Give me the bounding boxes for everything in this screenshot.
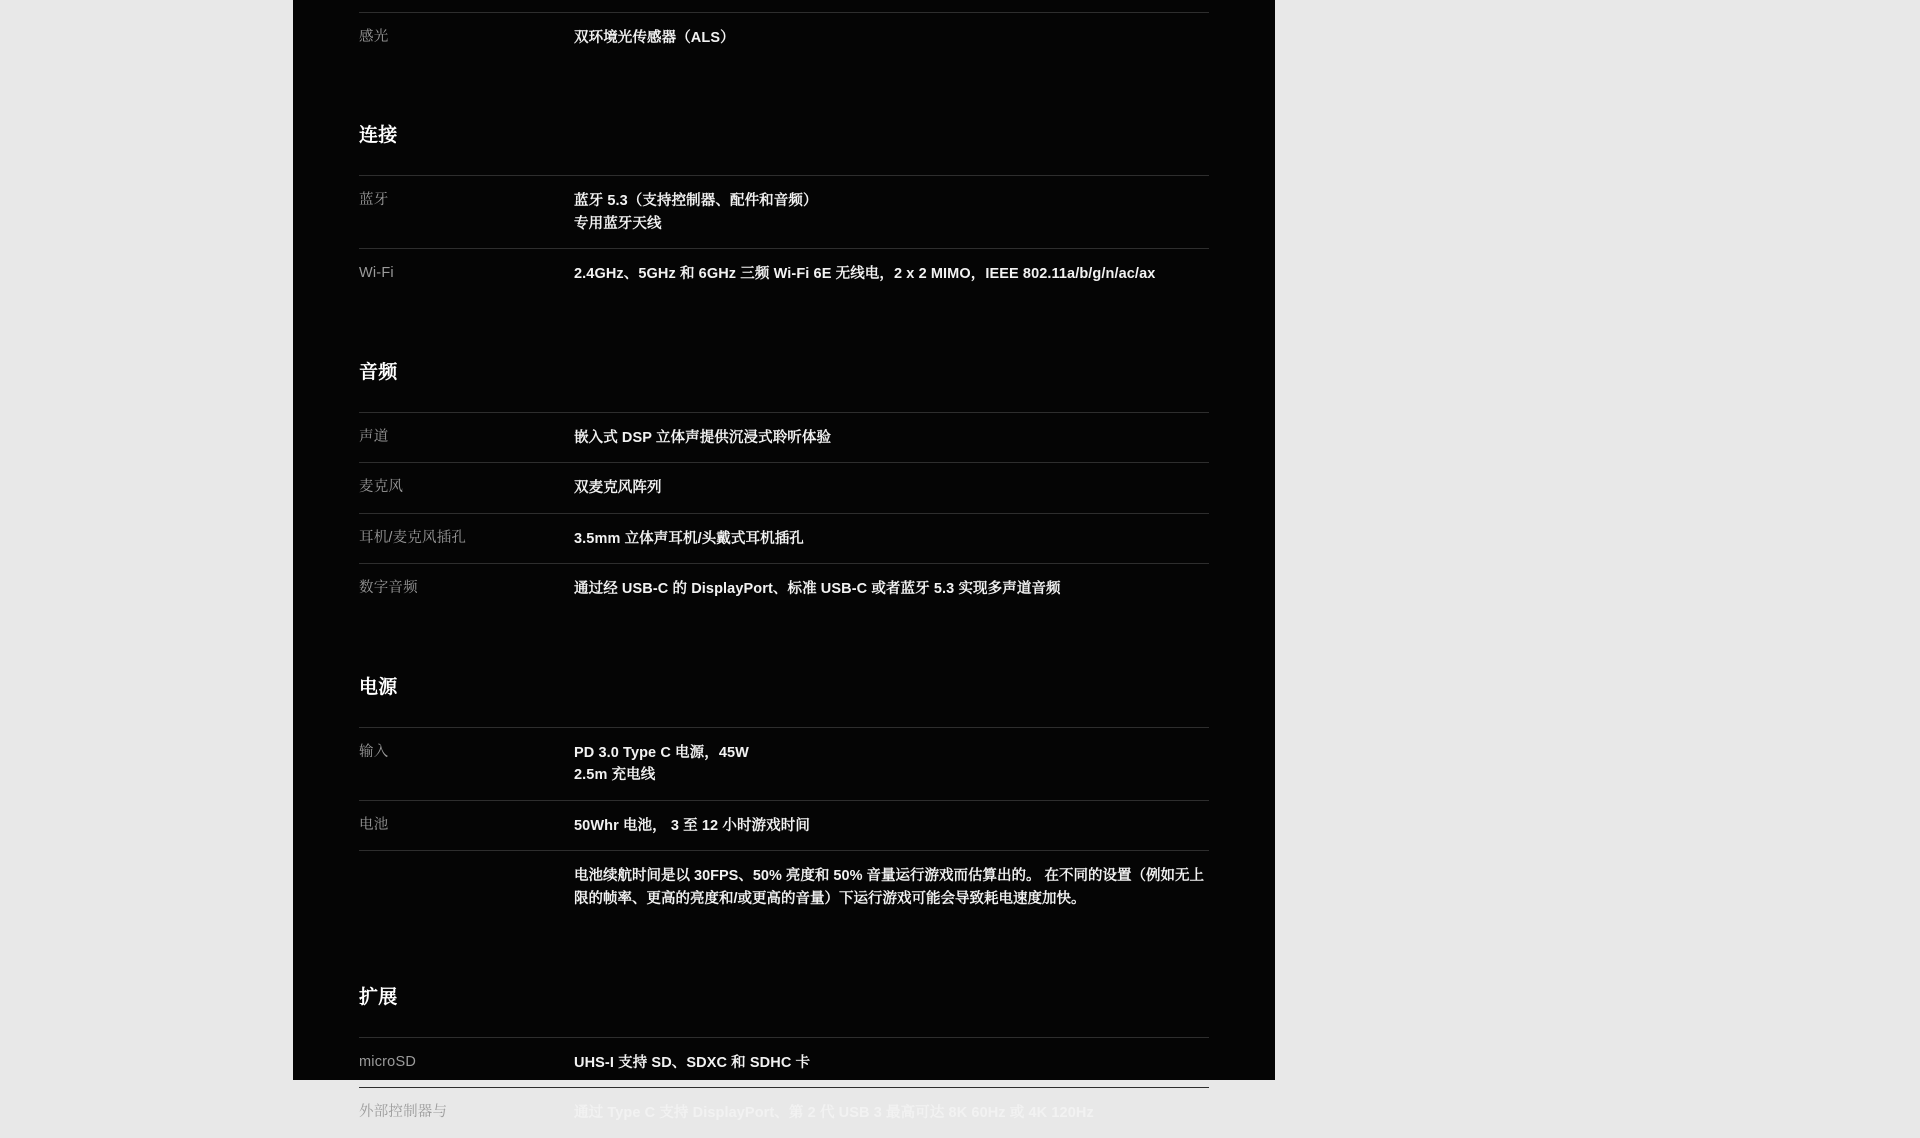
spec-value xyxy=(574,412,1209,462)
spec-value-line: 2.5m 充电线 xyxy=(574,767,656,784)
spec-content-panel xyxy=(293,0,1275,1122)
spec-table-connectivity xyxy=(359,175,1209,298)
title-spacer xyxy=(359,1009,1209,1037)
table-row xyxy=(359,412,1209,462)
spec-value xyxy=(574,463,1209,513)
table-row xyxy=(359,727,1209,800)
spec-value-line: UHS-I 支持 SD、SDXC 和 SDHC 卡 xyxy=(574,1054,811,1071)
spec-value-line: 50Whr 电池， 3 至 12 小时游戏时间 xyxy=(574,817,810,834)
spec-value-line: 专用蓝牙天线 xyxy=(574,215,662,232)
spec-label: 输入 xyxy=(359,743,389,760)
section-spacer xyxy=(359,614,1209,672)
spec-label: 数字音频 xyxy=(359,564,574,614)
spec-value xyxy=(574,727,1209,800)
spec-label: 麦克风 xyxy=(359,463,574,513)
section-spacer xyxy=(359,299,1209,357)
spec-label: 声道 xyxy=(359,428,389,445)
table-row xyxy=(359,13,1209,63)
table-row xyxy=(359,463,1209,513)
spec-value-line: 通过 Type C 支持 DisplayPort、第 2 代 USB 3 最高可达 8K 60Hz 或 4K 120Hz xyxy=(574,1105,1094,1122)
spec-value-line: 2.4GHz、5GHz 和 6GHz 三频 Wi-Fi 6E 无线电，2 x 2 MIMO，IEEE 802.11a/b/g/n/ac/ax xyxy=(574,266,1156,283)
spec-label: 蓝牙 xyxy=(359,192,389,209)
spec-value xyxy=(574,800,1209,850)
battery-life-note: 电池续航时间是以 30FPS、50% 亮度和 50% 音量运行游戏而估算出的。 在不同的设置（例如无上限的帧率、更高的亮度和/或更高的音量）下运行游戏可能会导致耗电速度加快。 xyxy=(574,868,1205,908)
table-row xyxy=(359,176,1209,249)
section-title-expansion: 扩展 xyxy=(359,986,398,1008)
section-spacer xyxy=(359,62,1209,120)
spec-value xyxy=(574,176,1209,249)
spec-label-empty xyxy=(359,851,574,924)
title-spacer xyxy=(359,384,1209,412)
spec-value xyxy=(574,1037,1209,1087)
spec-table-audio xyxy=(359,412,1209,614)
spec-inner xyxy=(293,0,1275,1138)
spec-value-line: 嵌入式 DSP 立体声提供沉浸式聆听体验 xyxy=(574,429,832,446)
table-row xyxy=(359,800,1209,850)
spec-label: 耳机/麦克风插孔 xyxy=(359,513,574,563)
spec-table-power xyxy=(359,727,1209,924)
spec-value xyxy=(574,564,1209,614)
spec-label: 电池 xyxy=(359,800,574,850)
spec-value xyxy=(574,1088,1209,1138)
spec-value-line: 通过经 USB-C 的 DisplayPort、标准 USB-C 或者蓝牙 5.3 实现多声道音频 xyxy=(574,581,1061,598)
spec-value xyxy=(574,249,1209,299)
section-title-connectivity: 连接 xyxy=(359,125,398,147)
spec-table-expansion xyxy=(359,1037,1209,1138)
spec-value xyxy=(574,513,1209,563)
spec-value-line: 双环境光传感器（ALS） xyxy=(574,30,735,46)
section-spacer xyxy=(359,924,1209,982)
section-title-power: 电源 xyxy=(359,676,398,698)
table-row-note xyxy=(359,851,1209,924)
spec-value-line: 蓝牙 5.3（支持控制器、配件和音频） xyxy=(574,193,818,210)
table-row xyxy=(359,564,1209,614)
spec-value-line: PD 3.0 Type C 电源，45W xyxy=(574,744,749,761)
battery-note-cell xyxy=(574,851,1209,924)
spec-label: Wi-Fi xyxy=(359,249,574,299)
spec-table-sensors xyxy=(359,12,1209,62)
table-row xyxy=(359,1037,1209,1087)
spec-label: 感光 xyxy=(359,29,389,45)
table-row xyxy=(359,1088,1209,1138)
table-row xyxy=(359,249,1209,299)
spec-label: microSD xyxy=(359,1053,416,1070)
section-title-audio: 音频 xyxy=(359,361,398,383)
spec-label: 外部控制器与 xyxy=(359,1088,574,1138)
spec-value-line: 双麦克风阵列 xyxy=(574,480,662,497)
title-spacer xyxy=(359,147,1209,175)
spec-value xyxy=(574,13,1209,63)
table-row xyxy=(359,513,1209,563)
spec-value-line: 3.5mm 立体声耳机/头戴式耳机插孔 xyxy=(574,530,804,547)
section-sensors-partial xyxy=(359,0,1209,62)
title-spacer xyxy=(359,699,1209,727)
